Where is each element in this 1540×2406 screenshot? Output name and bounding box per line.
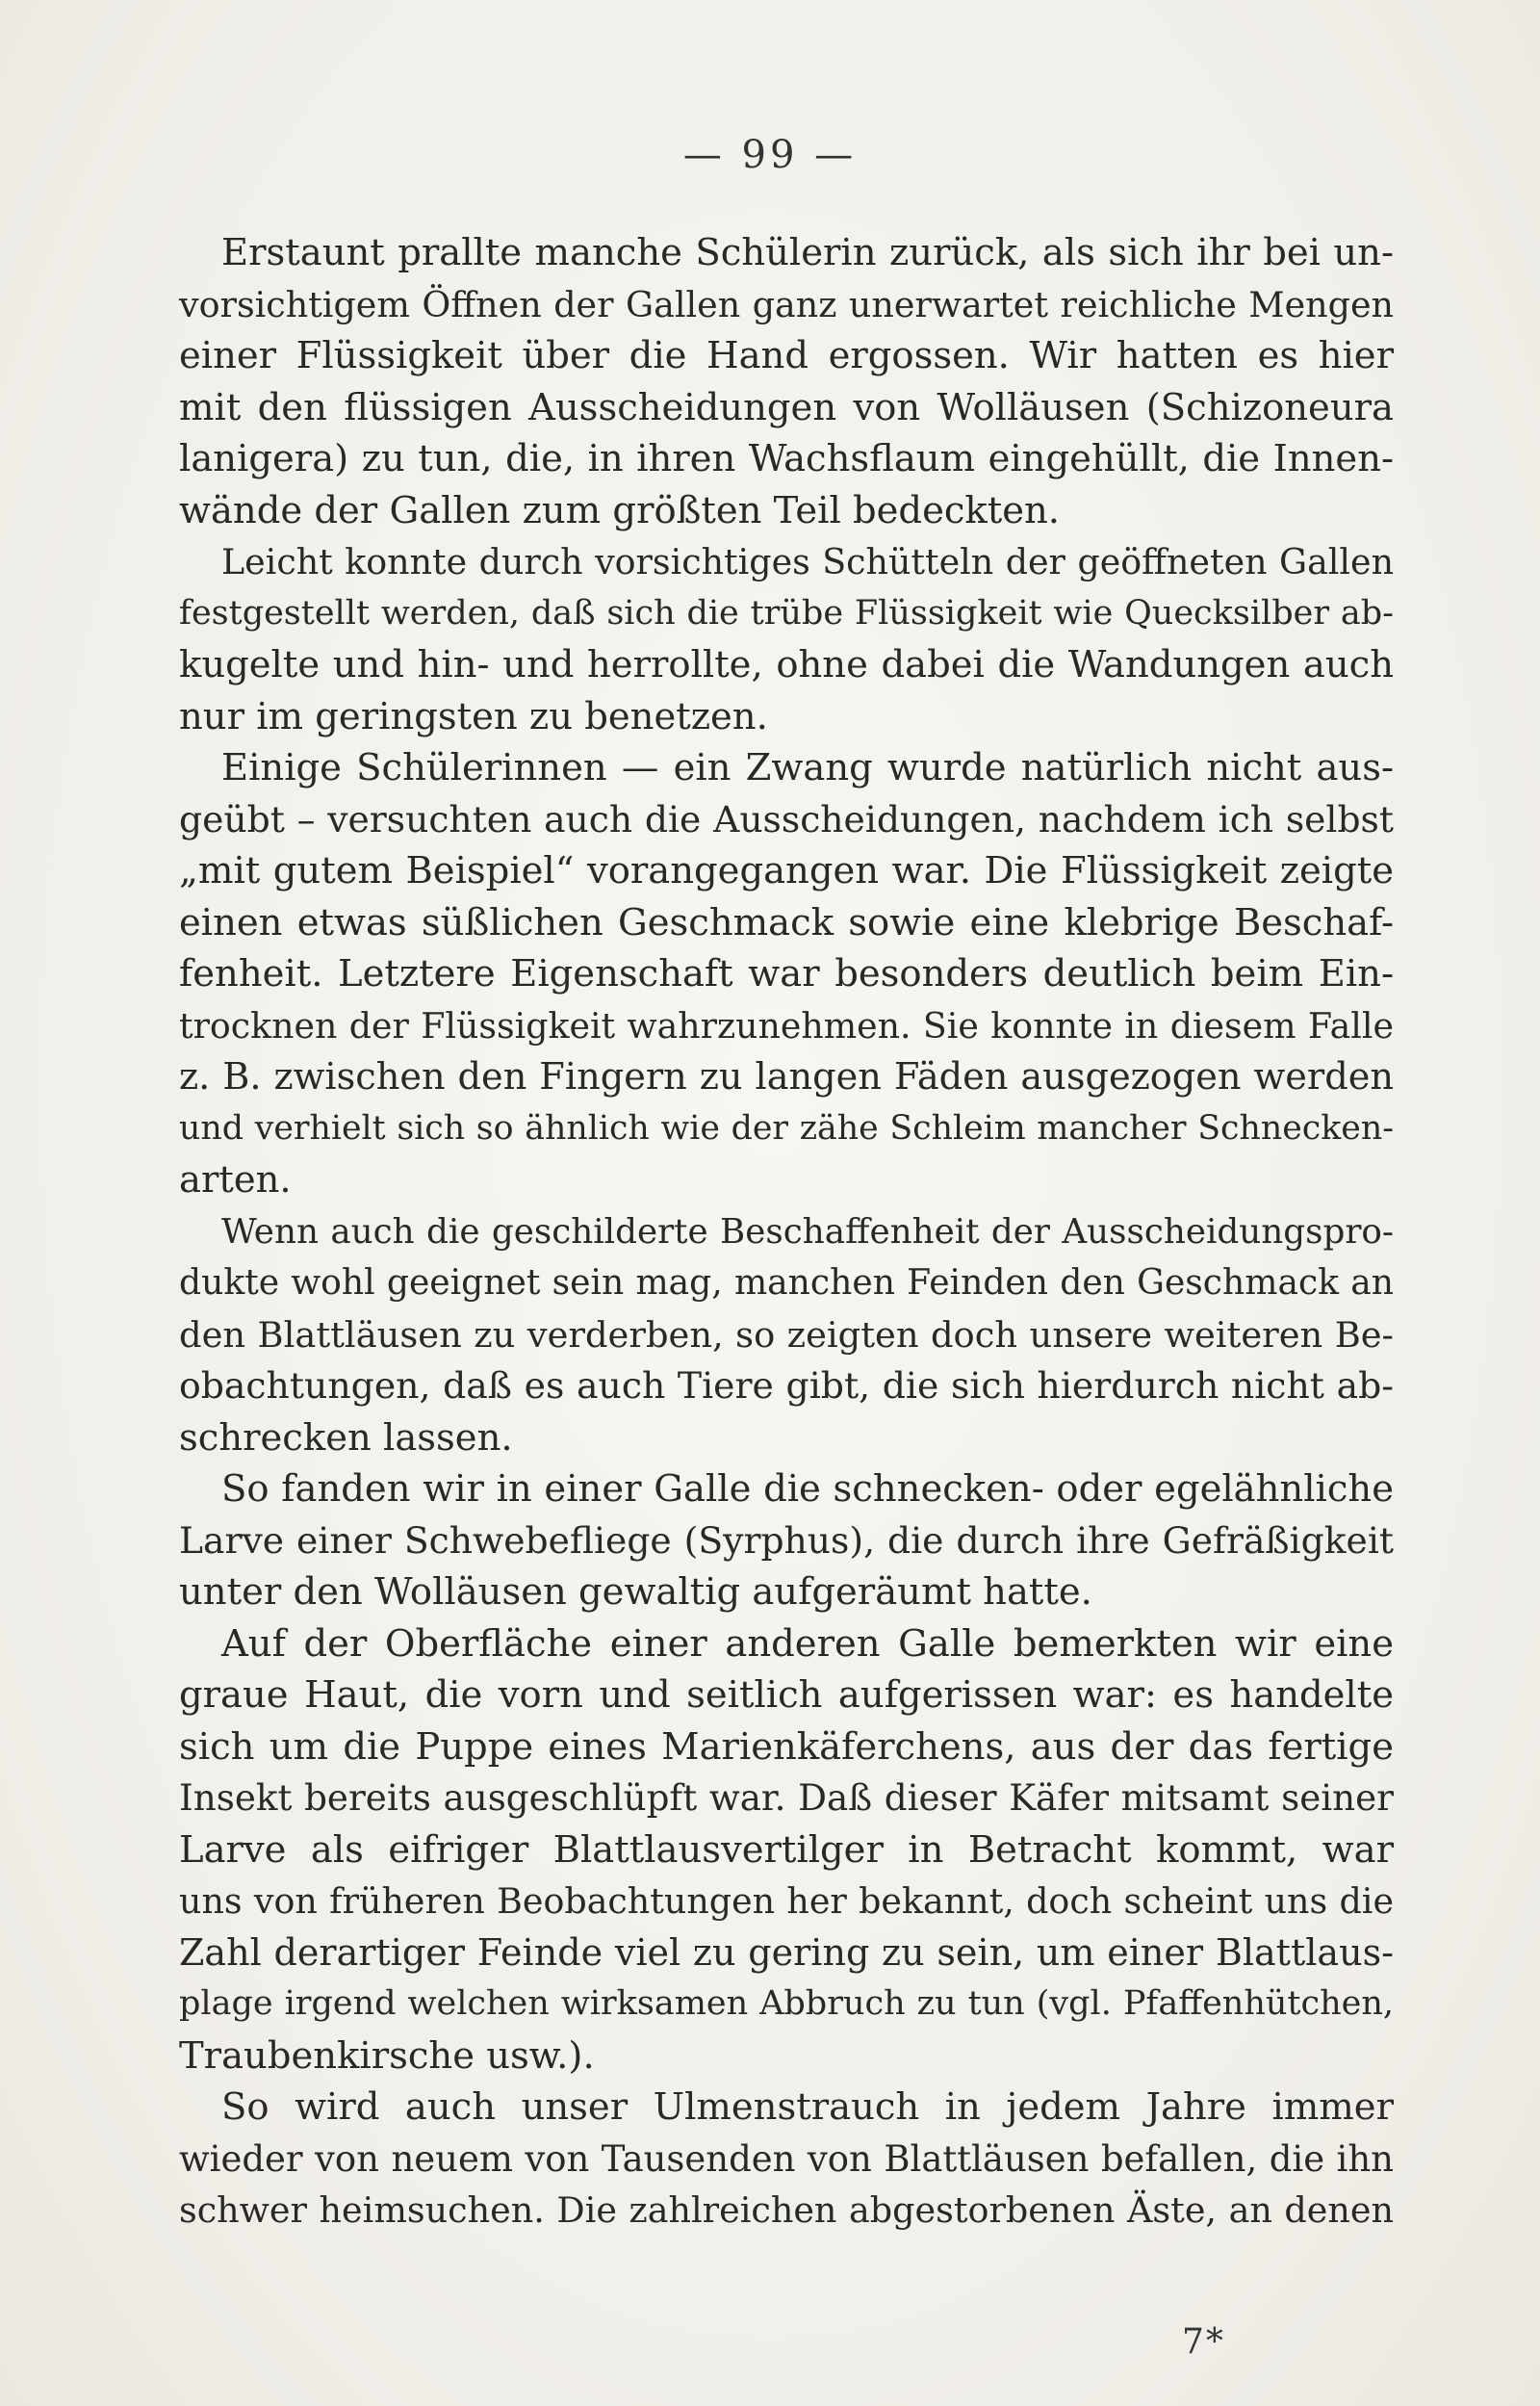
text-line: Leicht konnte durch vorsichtiges Schütteln der geöffneten Gallen: [221, 541, 1394, 582]
text-line: nur im geringsten zu benetzen.: [179, 694, 768, 738]
text-line: kugelte und hin- und herrollte, ohne dabei die Wandungen auch: [179, 643, 1394, 686]
text-line: obachtungen, daß es auch Tiere gibt, die sich hierdurch nicht ab-: [179, 1364, 1394, 1407]
text-line: wände der Gallen zum größten Teil bedeckten.: [179, 488, 1061, 532]
text-line: Larve als eifriger Blattlausvertilger in Betracht kommt, war: [179, 1827, 1394, 1872]
text-line: dukte wohl geeignet sein mag, manchen Feinden den Geschmack an: [179, 1262, 1394, 1303]
text-line: So wird auch unser Ulmenstrauch in jedem Jahre immer: [221, 2085, 1394, 2129]
text-line: Wenn auch die geschilderte Beschaffenheit der Ausscheidungspro-: [221, 1211, 1394, 1252]
text-line: graue Haut, die vorn und seitlich aufgerissen war: es handelte: [179, 1673, 1394, 1717]
sheet-signature: 7*: [1182, 2322, 1225, 2362]
text-line: schwer heimsuchen. Die zahlreichen abgestorbenen Äste, an denen: [179, 2189, 1394, 2231]
text-line: arten.: [179, 1158, 292, 1202]
text-line: und verhielt sich so ähnlich wie der zähe Schleim mancher Schnecken-: [179, 1108, 1394, 1148]
text-line: So fanden wir in einer Galle die schnecken- oder egelähnliche: [221, 1467, 1394, 1511]
text-line: uns von früheren Beobachtungen her bekannt, doch scheint uns die: [179, 1880, 1394, 1922]
text-line: einer Flüssigkeit über die Hand ergossen. Wir hatten es hier: [179, 334, 1394, 377]
text-line: sich um die Puppe eines Marienkäferchens, aus der das fertige: [179, 1724, 1394, 1769]
text-line: schrecken lassen.: [179, 1415, 513, 1460]
text-line: einen etwas süßlichen Geschmack sowie eine klebrige Beschaf-: [179, 900, 1394, 944]
text-line: Zahl derartiger Feinde viel zu gering zu sein, um einer Blattlaus-: [179, 1930, 1394, 1974]
text-line: trocknen der Flüssigkeit wahrzunehmen. Sie konnte in diesem Falle: [179, 1004, 1394, 1047]
text-line: plage irgend welchen wirksamen Abbruch zu tun (vgl. Pfaffenhütchen,: [179, 1984, 1394, 2023]
text-line: Einige Schülerinnen — ein Zwang wurde natürlich nicht aus-: [221, 746, 1394, 789]
text-line: Erstaunt prallte manche Schülerin zurück, als sich ihr bei un-: [221, 231, 1394, 274]
text-line: Traubenkirsche usw.).: [179, 2033, 595, 2078]
text-line: wieder von neuem von Tausenden von Blattläusen befallen, die ihn: [179, 2137, 1394, 2180]
text-line: fenheit. Letztere Eigenschaft war besonders deutlich beim Ein-: [179, 952, 1394, 996]
text-line: den Blattläusen zu verderben, so zeigten doch unsere weiteren Be-: [179, 1313, 1394, 1356]
page-number: — 99 —: [682, 133, 858, 177]
text-line: z. B. zwischen den Fingern zu langen Fäden ausgezogen werden: [179, 1055, 1394, 1099]
text-line: geübt – versuchten auch die Ausscheidungen, nachdem ich selbst: [179, 797, 1394, 841]
text-line: Insekt bereits ausgeschlüpft war. Daß dieser Käfer mitsamt seiner: [179, 1776, 1394, 1819]
text-line: festgestellt werden, daß sich die trübe Flüssigkeit wie Quecksilber ab-: [179, 593, 1394, 633]
text-line: Auf der Oberfläche einer anderen Galle bemerkten wir eine: [221, 1621, 1394, 1666]
text-line: unter den Wolläusen gewaltig aufgeräumt hatte.: [179, 1570, 1092, 1614]
text-line: vorsichtigem Öffnen der Gallen ganz unerwartet reichliche Mengen: [179, 283, 1394, 325]
text-line: lanigera) zu tun, die, in ihren Wachsflaum eingehüllt, die Innen-: [179, 437, 1394, 480]
text-line: mit den flüssigen Ausscheidungen von Wolläusen (Schizoneura: [179, 385, 1394, 429]
body-text: [179, 227, 1394, 2237]
text-line: Larve einer Schwebefliege (Syrphus), die durch ihre Gefräßigkeit: [179, 1518, 1394, 1562]
text-line: „mit gutem Beispiel“ vorangegangen war. Die Flüssigkeit zeigte: [179, 849, 1394, 893]
